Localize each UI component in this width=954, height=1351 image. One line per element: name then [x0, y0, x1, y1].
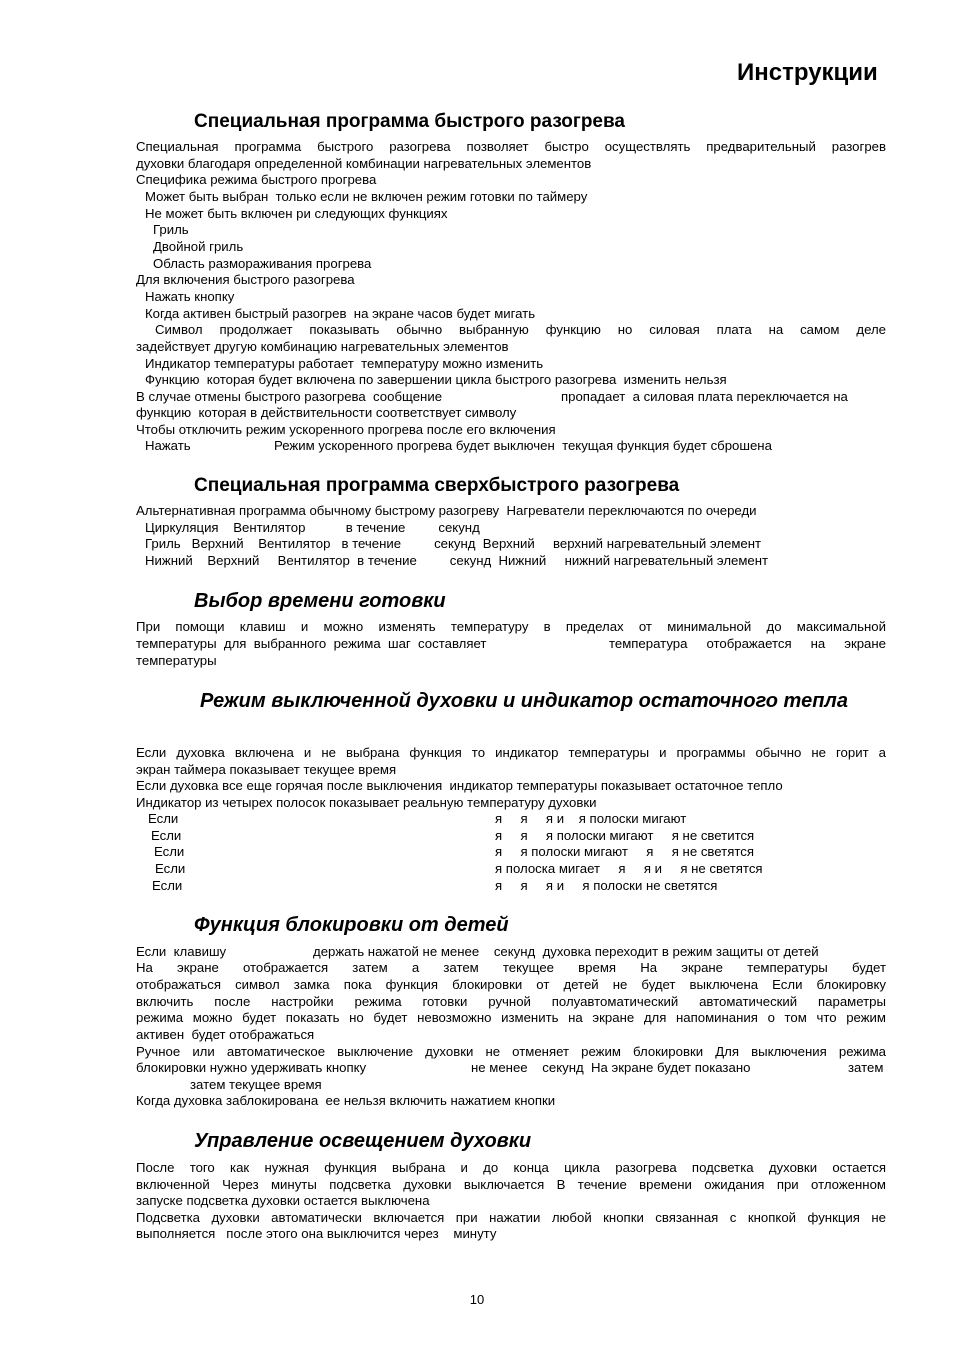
list-item: Индикатор температуры работает температуру можно изменить [145, 356, 544, 371]
table-row: я я я и я полоски мигают [495, 811, 687, 826]
body-text: Если клавишу [136, 944, 227, 959]
table-row-label: Если [155, 861, 186, 876]
table-row: я я я полоски мигают я не светится [495, 828, 755, 843]
table-row-label: Если [154, 844, 185, 859]
section-heading-super-quick-preheat: Специальная программа сверхбыстрого разогрева [194, 475, 680, 496]
body-text: Индикатор из четырех полосок показывает реальную температуру духовки [136, 795, 597, 810]
body-text: температура отображается на экране [609, 636, 886, 651]
section-heading-residual-heat: Режим выключенной духовки и индикатор остаточного тепла [200, 690, 848, 712]
body-text: температуры для выбранного режима шаг составляет [136, 636, 487, 651]
list-item: Нажать кнопку [145, 289, 235, 304]
list-item: Нижний Верхний Вентилятор в течение секунд Нижний нижний нагревательный элемент [145, 553, 769, 568]
body-text: Специальная программа быстрого разогрева позволяет быстро осуществлять предварительный разогрев [136, 139, 886, 154]
table-row: я я полоски мигают я я не светятся [495, 844, 754, 859]
body-text: Режим ускоренного прогрева будет выключен текущая функция будет сброшена [274, 438, 772, 453]
body-text: включенной Через минуты подсветка духовки выключается В течение времени ожидания при отложенном [136, 1177, 886, 1192]
section-heading-cooking-time: Выбор времени готовки [194, 590, 446, 612]
body-text: Если духовка включена и не выбрана функция то индикатор температуры и программы обычно не горит а [136, 745, 886, 760]
body-text: экран таймера показывает текущее время [136, 762, 397, 777]
body-text: Альтернативная программа обычному быстрому разогреву Нагреватели переключаются по очереди [136, 503, 757, 518]
list-item: Область размораживания прогрева [153, 256, 372, 271]
body-text: включить после настройки режима готовки ручной полуавтоматический автоматический параметры [136, 994, 886, 1009]
page-number: 10 [469, 1292, 485, 1307]
section-heading-child-lock: Функция блокировки от детей [194, 914, 509, 936]
table-row-label: Если [152, 878, 183, 893]
body-text: задействует другую комбинацию нагревательных элементов [136, 339, 509, 354]
body-text: запуске подсветка духовки остается выключена [136, 1193, 430, 1208]
body-text: не менее секунд На экране будет показано [471, 1060, 751, 1075]
list-item: Может быть выбран только если не включен режим готовки по таймеру [145, 189, 588, 204]
list-item: Когда активен быстрый разогрев на экране часов будет мигать [145, 306, 536, 321]
body-text: Специфика режима быстрого прогрева [136, 172, 377, 187]
list-item: Нажать [145, 438, 191, 453]
list-item: Гриль Верхний Вентилятор в течение секунд Верхний верхний нагревательный элемент [145, 536, 762, 551]
body-text: держать нажатой не менее секунд духовка переходит в режим защиты от детей [313, 944, 819, 959]
table-row: я я я и я полоски не светятся [495, 878, 718, 893]
body-text: В случае отмены быстрого разогрева сообщение [136, 389, 443, 404]
body-text: Когда духовка заблокирована ее нельзя включить нажатием кнопки [136, 1093, 556, 1108]
body-text: Ручное или автоматическое выключение духовки не отменяет режим блокировки Для выключения режима [136, 1044, 886, 1059]
page-title: Инструкции [737, 59, 878, 86]
body-text: блокировки нужно удерживать кнопку [136, 1060, 367, 1075]
section-heading-quick-preheat: Специальная программа быстрого разогрева [194, 111, 625, 132]
list-item: Не может быть включен ри следующих функциях [145, 206, 448, 221]
table-row: я полоска мигает я я и я не светятся [495, 861, 763, 876]
body-text: При помощи клавиш и можно изменять температуру в пределах от минимальной до максимальной [136, 619, 886, 634]
body-text: выполняется после этого она выключится через минуту [136, 1226, 497, 1241]
list-item: Циркуляция Вентилятор в течение секунд [145, 520, 480, 535]
table-row-label: Если [148, 811, 179, 826]
body-text: После того как нужная функция выбрана и до конца цикла разогрева подсветка духовки остается [136, 1160, 886, 1175]
list-item: Гриль [153, 222, 189, 237]
body-text: пропадает а силовая плата переключается на [561, 389, 848, 404]
list-item: Двойной гриль [153, 239, 244, 254]
body-text: Символ продолжает показывать обычно выбранную функцию но силовая плата на самом деле [155, 322, 886, 337]
body-text: режима можно будет показать но будет невозможно изменить на экране для напоминания о том что режим [136, 1010, 886, 1025]
body-text: Если духовка все еще горячая после выключения индикатор температуры показывает остаточное тепло [136, 778, 783, 793]
body-text: затем текущее время [190, 1077, 322, 1092]
body-text: духовки благодаря определенной комбинации нагревательных элементов [136, 156, 592, 171]
body-text: Чтобы отключить режим ускоренного прогрева после его включения [136, 422, 556, 437]
body-text: На экране отображается затем а затем текущее время На экране температуры будет [136, 960, 886, 975]
body-text: активен будет отображаться [136, 1027, 315, 1042]
body-text: затем [848, 1060, 884, 1075]
body-text: Для включения быстрого разогрева [136, 272, 355, 287]
table-row-label: Если [151, 828, 182, 843]
body-text: температуры [136, 653, 217, 668]
body-text: Подсветка духовки автоматически включается при нажатии любой кнопки связанная с кнопкой функция не [136, 1210, 886, 1225]
list-item: Функцию которая будет включена по завершении цикла быстрого разогрева изменить нельзя [145, 372, 727, 387]
body-text: функцию которая в действительности соответствует символу [136, 405, 517, 420]
body-text: отображаться символ замка пока функция блокировки от детей не будет выключена Если блокировку [136, 977, 886, 992]
section-heading-oven-light: Управление освещением духовки [194, 1130, 532, 1152]
